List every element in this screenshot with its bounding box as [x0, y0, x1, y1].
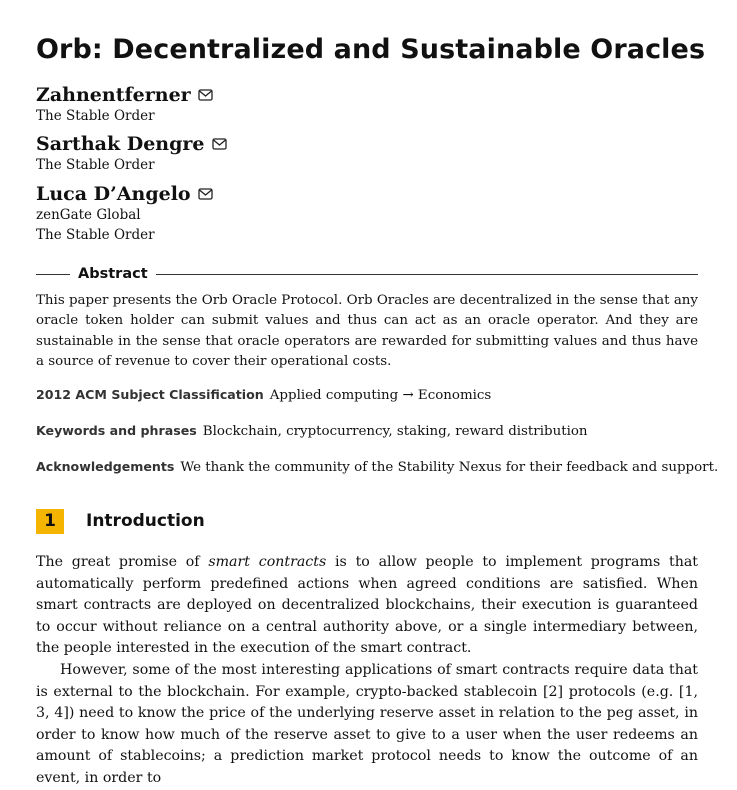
envelope-icon[interactable]: [198, 89, 213, 101]
author-block: [36, 183, 213, 245]
envelope-icon[interactable]: [212, 138, 227, 150]
paragraph: The great promise of smart contracts is to allow people to implement programs that automatically perform predefined actions when agreed conditions are satisfied. When smart contracts are deployed on decentralized blockchains, their execution is guaranteed to occur without reliance on a central authority above, or a single intermediary between, the people interested in the execution of the smart contract.: [36, 554, 699, 657]
introduction-body: [36, 552, 698, 790]
meta-label: Acknowledgements: [36, 459, 175, 474]
abstract-text: This paper presents the Orb Oracle Protocol. Orb Oracles are decentralized in the sense that any oracle token holder can submit values and thus can act as an oracle operator. And they are sustainable in the sense that oracle operators are rewarded for submitting values and thus have a source of revenue to cover their operational costs.: [36, 293, 698, 369]
author-block: [36, 84, 213, 126]
section-number: 1: [36, 509, 64, 534]
meta-value: We thank the community of the Stability Nexus for their feedback and support.: [180, 460, 719, 475]
acknowledgements: [36, 458, 719, 477]
author-name: Luca D’Angelo: [36, 183, 191, 205]
author-affiliation: The Stable Order: [36, 157, 155, 173]
abstract-label: Abstract: [78, 266, 148, 282]
envelope-icon[interactable]: [198, 188, 213, 200]
paragraph: However, some of the most interesting applications of smart contracts require data that is external to the blockchain. For example, crypto-backed stablecoin [2] protocols (e.g. [1, 3, 4]) need to know the price of the underlying reserve asset in relation to the peg asset, in order to know how much of the reserve asset to give to a user when the user redeems an amount of stablecoins; a prediction market protocol needs to know the outcome of an event, in order to: [36, 661, 698, 786]
author-name: Sarthak Dengre: [36, 133, 205, 155]
meta-value: Applied computing → Economics: [269, 388, 492, 403]
section-title: Introduction: [86, 511, 205, 531]
acm-classification: [36, 386, 706, 405]
abstract-heading: [36, 265, 698, 283]
rule-divider: [156, 274, 698, 275]
author-affiliation: The Stable Order: [36, 227, 155, 243]
author-affiliation: zenGate Global: [36, 207, 141, 223]
meta-label: 2012 ACM Subject Classification: [36, 387, 264, 402]
meta-label: Keywords and phrases: [36, 423, 197, 438]
keywords: [36, 422, 706, 441]
paper-title: Orb: Decentralized and Sustainable Oracles: [36, 34, 706, 65]
author-affiliation: The Stable Order: [36, 108, 155, 124]
rule-divider: [36, 274, 70, 275]
author-block: [36, 133, 227, 175]
meta-value: Blockchain, cryptocurrency, staking, reward distribution: [202, 424, 588, 439]
author-name: Zahnentferner: [36, 84, 191, 106]
emphasis: smart contracts: [208, 554, 327, 570]
section-heading: [36, 508, 205, 534]
